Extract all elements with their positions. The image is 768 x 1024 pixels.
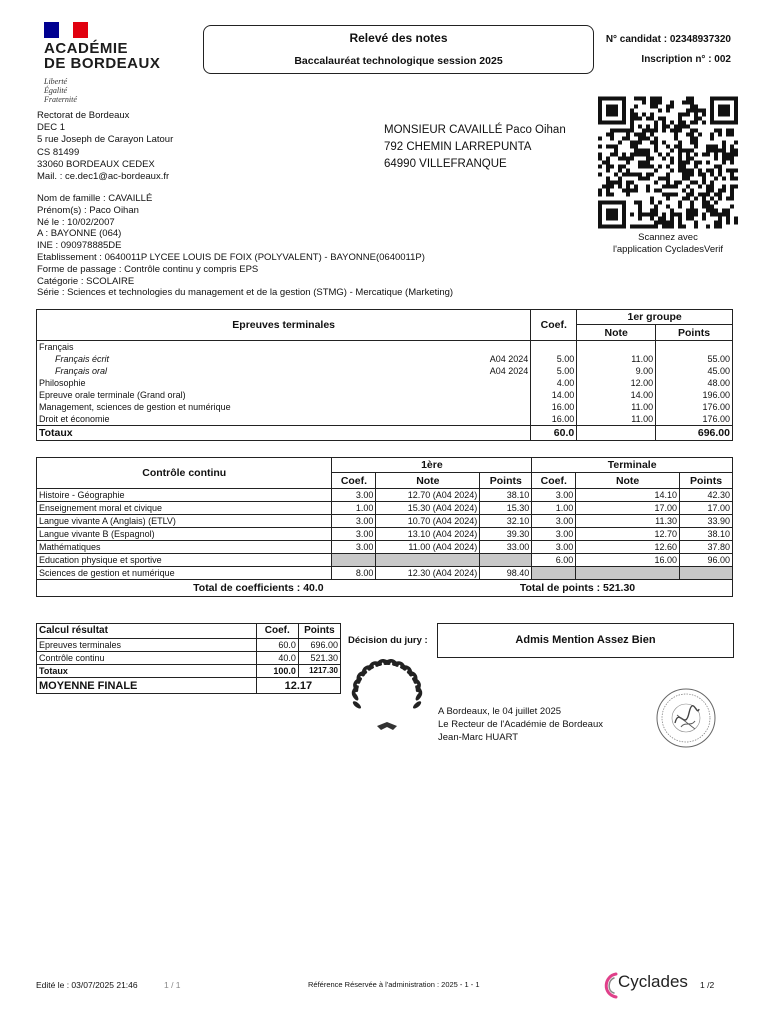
note-cell: 11.00 xyxy=(577,413,656,426)
final-points-header: Points xyxy=(680,473,733,489)
points-cell: 55.00 xyxy=(656,353,733,365)
table-row xyxy=(37,365,733,377)
total-spacer xyxy=(486,426,531,441)
total-coef: 60.0 xyxy=(531,426,577,441)
candidate-ids xyxy=(606,30,731,70)
first-year-header: 1ère xyxy=(332,458,532,473)
qr-caption xyxy=(598,232,738,256)
first-note-cell: 11.00 (A04 2024) xyxy=(376,541,480,554)
session-cell xyxy=(486,377,531,389)
table-row xyxy=(37,528,733,541)
subject-cell: Français écrit xyxy=(55,354,110,364)
final-coef-cell: 1.00 xyxy=(532,502,576,515)
final-note-cell: 16.00 xyxy=(576,554,680,567)
student-info-line: Nom de famille : CAVAILLÉ xyxy=(37,193,153,204)
session-cell: A04 2024 xyxy=(489,354,529,364)
subject-cell: Management, sciences de gestion et numérique xyxy=(39,402,231,412)
table-row xyxy=(37,541,733,554)
coef-cell xyxy=(531,341,577,354)
table-row xyxy=(37,554,733,567)
subject-cell: Philosophie xyxy=(39,378,86,388)
student-info-line: Etablissement : 0640011P LYCEE LOUIS DE FOIX (POLYVALENT) - BAYONNE(0640011P) xyxy=(37,251,425,263)
page-number: 1 /2 xyxy=(700,980,715,990)
note-cell: 14.00 xyxy=(577,389,656,401)
result-points-cell: 521.30 xyxy=(298,652,340,665)
table-row xyxy=(37,341,733,354)
sender-address xyxy=(37,110,173,183)
final-points-cell: 33.90 xyxy=(680,515,733,528)
points-cell: 196.00 xyxy=(656,389,733,401)
subject-cell: Enseignement moral et civique xyxy=(37,502,332,515)
final-average-value: 12.17 xyxy=(256,678,340,694)
first-coef-cell: 3.00 xyxy=(332,541,376,554)
total-points: 696.00 xyxy=(656,426,733,441)
first-points-cell xyxy=(480,554,532,567)
final-note-cell: 11.30 xyxy=(576,515,680,528)
marianne-flag-icon xyxy=(44,22,88,38)
table-row xyxy=(37,665,341,678)
terminal-group-header: 1er groupe xyxy=(577,310,733,325)
result-title: Calcul résultat xyxy=(37,624,257,639)
sender-line: CS 81499 xyxy=(37,146,80,158)
final-points-cell xyxy=(680,567,733,580)
session-cell xyxy=(486,389,531,401)
table-row xyxy=(37,353,733,365)
first-points-cell: 38.10 xyxy=(480,489,532,502)
terminal-coef-header: Coef. xyxy=(531,310,577,341)
points-cell: 176.00 xyxy=(656,401,733,413)
final-points-cell: 37.80 xyxy=(680,541,733,554)
subject-cell: Education physique et sportive xyxy=(37,554,332,567)
final-coef-header: Coef. xyxy=(532,473,576,489)
academy-logo xyxy=(44,22,174,104)
final-note-header: Note xyxy=(576,473,680,489)
sender-line: 33060 BORDEAUX CEDEX xyxy=(37,158,155,170)
note-cell: 12.00 xyxy=(577,377,656,389)
jury-decision-label: Décision du jury : xyxy=(348,635,428,646)
table-row xyxy=(37,413,733,426)
signature-line: Le Recteur de l'Académie de Bordeaux xyxy=(438,719,603,730)
final-coef-cell: 3.00 xyxy=(532,489,576,502)
signature-line: A Bordeaux, le 04 juillet 2025 xyxy=(438,706,562,717)
total-label: Totaux xyxy=(37,426,486,441)
first-note-cell: 10.70 (A04 2024) xyxy=(376,515,480,528)
inscription-number: Inscription n° : 002 xyxy=(641,54,731,65)
subject-cell: Mathématiques xyxy=(37,541,332,554)
final-average-label: MOYENNE FINALE xyxy=(37,678,257,694)
first-note-cell: 12.70 (A04 2024) xyxy=(376,489,480,502)
result-calculation-table xyxy=(36,623,341,694)
first-points-header: Points xyxy=(480,473,532,489)
points-cell: 45.00 xyxy=(656,365,733,377)
student-info-line: Forme de passage : Contrôle continu y compris EPS xyxy=(37,263,259,275)
student-info-line: A : BAYONNE (064) xyxy=(37,228,122,240)
coef-cell: 14.00 xyxy=(531,389,577,401)
note-cell: 9.00 xyxy=(577,365,656,377)
final-note-cell: 12.60 xyxy=(576,541,680,554)
subject-cell: Epreuve orale terminale (Grand oral) xyxy=(39,390,186,400)
recipient-line: MONSIEUR CAVAILLÉ Paco Oihan xyxy=(384,124,566,136)
qr-caption-line: l'application CycladesVerif xyxy=(612,244,724,255)
first-coef-cell: 3.00 xyxy=(332,489,376,502)
final-points-cell: 17.00 xyxy=(680,502,733,515)
cyclades-wordmark: Cyclades xyxy=(618,972,688,991)
points-cell xyxy=(656,341,733,354)
sender-line: Rectorat de Bordeaux xyxy=(37,110,130,121)
session-cell xyxy=(486,413,531,426)
student-info-line: INE : 090978885DE xyxy=(37,240,122,252)
first-note-cell: 15.30 (A04 2024) xyxy=(376,502,480,515)
table-row xyxy=(37,489,733,502)
sender-line: DEC 1 xyxy=(37,122,65,134)
table-row xyxy=(37,502,733,515)
result-points-cell: 696.00 xyxy=(298,639,340,652)
first-note-cell: 12.30 (A04 2024) xyxy=(376,567,480,580)
final-points-cell: 96.00 xyxy=(680,554,733,567)
exam-session: Baccalauréat technologique session 2025 xyxy=(294,55,503,67)
final-note-cell: 14.10 xyxy=(576,489,680,502)
session-cell xyxy=(486,401,531,413)
total-coefficients: Total de coefficients : 40.0 xyxy=(37,580,480,597)
recipient-line: 64990 VILLEFRANQUE xyxy=(384,158,507,170)
result-label-cell: Epreuves terminales xyxy=(37,639,257,652)
final-coef-cell xyxy=(532,567,576,580)
table-row xyxy=(37,389,733,401)
table-row xyxy=(37,639,341,652)
coef-cell: 5.00 xyxy=(531,365,577,377)
table-row xyxy=(37,567,733,580)
page-count-small: 1 / 1 xyxy=(164,980,181,990)
student-info-line: Prénom(s) : Paco Oihan xyxy=(37,204,139,216)
subject-cell: Langue vivante B (Espagnol) xyxy=(37,528,332,541)
official-seal-icon xyxy=(655,687,717,749)
result-coef-cell: 60.0 xyxy=(256,639,298,652)
terminal-points-header: Points xyxy=(656,325,733,341)
points-cell: 176.00 xyxy=(656,413,733,426)
continuous-assessment-table xyxy=(36,457,733,597)
recipient-address xyxy=(384,122,566,173)
first-note-cell xyxy=(376,554,480,567)
subject-cell: Langue vivante A (Anglais) (ETLV) xyxy=(37,515,332,528)
points-cell: 48.00 xyxy=(656,377,733,389)
final-note-cell: 12.70 xyxy=(576,528,680,541)
first-points-cell: 32.10 xyxy=(480,515,532,528)
coef-cell: 16.00 xyxy=(531,401,577,413)
result-label-cell: Totaux xyxy=(37,665,257,678)
first-coef-cell: 8.00 xyxy=(332,567,376,580)
signature-block xyxy=(438,705,603,744)
result-coef-cell: 100.0 xyxy=(256,665,298,678)
document-title: Relevé des notes xyxy=(349,31,448,45)
total-note-empty xyxy=(577,426,656,441)
subject-cell: Histoire - Géographie xyxy=(37,489,332,502)
first-points-cell: 39.30 xyxy=(480,528,532,541)
result-points-header: Points xyxy=(298,624,340,639)
first-coef-cell: 1.00 xyxy=(332,502,376,515)
result-coef-cell: 40.0 xyxy=(256,652,298,665)
table-row xyxy=(37,515,733,528)
academy-name: ACADÉMIE DE BORDEAUX xyxy=(44,40,161,72)
result-points-cell: 1217.30 xyxy=(298,665,340,678)
note-cell xyxy=(577,341,656,354)
result-coef-header: Coef. xyxy=(256,624,298,639)
final-note-cell xyxy=(576,567,680,580)
sender-line: Mail. : ce.dec1@ac-bordeaux.fr xyxy=(37,171,170,183)
note-cell: 11.00 xyxy=(577,353,656,365)
table-row xyxy=(37,652,341,665)
cyclades-logo xyxy=(602,970,692,1000)
subject-cell: Sciences de gestion et numérique xyxy=(37,567,332,580)
final-coef-cell: 6.00 xyxy=(532,554,576,567)
signature-line: Jean-Marc HUART xyxy=(438,732,519,743)
final-coef-cell: 3.00 xyxy=(532,528,576,541)
student-info-line: Né le : 10/02/2007 xyxy=(37,216,115,228)
continuous-title: Contrôle continu xyxy=(37,458,332,489)
subject-cell: Français xyxy=(39,342,74,352)
first-coef-cell: 3.00 xyxy=(332,515,376,528)
student-identity xyxy=(37,193,453,299)
first-coef-header: Coef. xyxy=(332,473,376,489)
sender-line: 5 rue Joseph de Carayon Latour xyxy=(37,134,174,146)
qr-code-icon xyxy=(598,96,738,229)
total-points: Total de points : 521.30 xyxy=(480,580,733,597)
recipient-line: 792 CHEMIN LARREPUNTA xyxy=(384,141,532,153)
first-points-cell: 15.30 xyxy=(480,502,532,515)
final-coef-cell: 3.00 xyxy=(532,515,576,528)
final-coef-cell: 3.00 xyxy=(532,541,576,554)
student-info-line: Catégorie : SCOLAIRE xyxy=(37,275,135,287)
final-points-cell: 38.10 xyxy=(680,528,733,541)
table-row xyxy=(37,377,733,389)
result-label-cell: Contrôle continu xyxy=(37,652,257,665)
student-info-line: Série : Sciences et technologies du management et de la gestion (STMG) - Mercatique (Marketing) xyxy=(37,287,454,299)
first-note-cell: 13.10 (A04 2024) xyxy=(376,528,480,541)
jury-decision-value: Admis Mention Assez Bien xyxy=(437,623,734,658)
terminal-note-header: Note xyxy=(577,325,656,341)
coef-cell: 16.00 xyxy=(531,413,577,426)
note-cell: 11.00 xyxy=(577,401,656,413)
total-row xyxy=(37,426,733,441)
republic-motto: Liberté Égalité Fraternité xyxy=(44,77,77,104)
session-cell: A04 2024 xyxy=(489,366,529,376)
admin-reference: Référence Réservée à l'administration : 2025 - 1 - 1 xyxy=(308,980,480,989)
session-cell xyxy=(486,341,531,354)
terminal-title: Epreuves terminales xyxy=(37,310,531,341)
final-points-cell: 42.30 xyxy=(680,489,733,502)
first-note-header: Note xyxy=(376,473,480,489)
terminal-exams-table xyxy=(36,309,733,441)
table-row xyxy=(37,401,733,413)
first-points-cell: 98.40 xyxy=(480,567,532,580)
first-points-cell: 33.00 xyxy=(480,541,532,554)
subject-cell: Droit et économie xyxy=(39,414,110,424)
edited-date: Edité le : 03/07/2025 21:46 xyxy=(36,980,138,990)
final-year-header: Terminale xyxy=(532,458,733,473)
coef-cell: 5.00 xyxy=(531,353,577,365)
coef-cell: 4.00 xyxy=(531,377,577,389)
document-title-box xyxy=(203,25,594,74)
subject-cell: Français oral xyxy=(55,366,108,376)
first-coef-cell xyxy=(332,554,376,567)
final-note-cell: 17.00 xyxy=(576,502,680,515)
candidate-number: N° candidat : 02348937320 xyxy=(605,34,731,45)
qr-caption-line: Scannez avec xyxy=(638,232,698,243)
laurel-wreath-icon xyxy=(347,652,427,734)
first-coef-cell: 3.00 xyxy=(332,528,376,541)
